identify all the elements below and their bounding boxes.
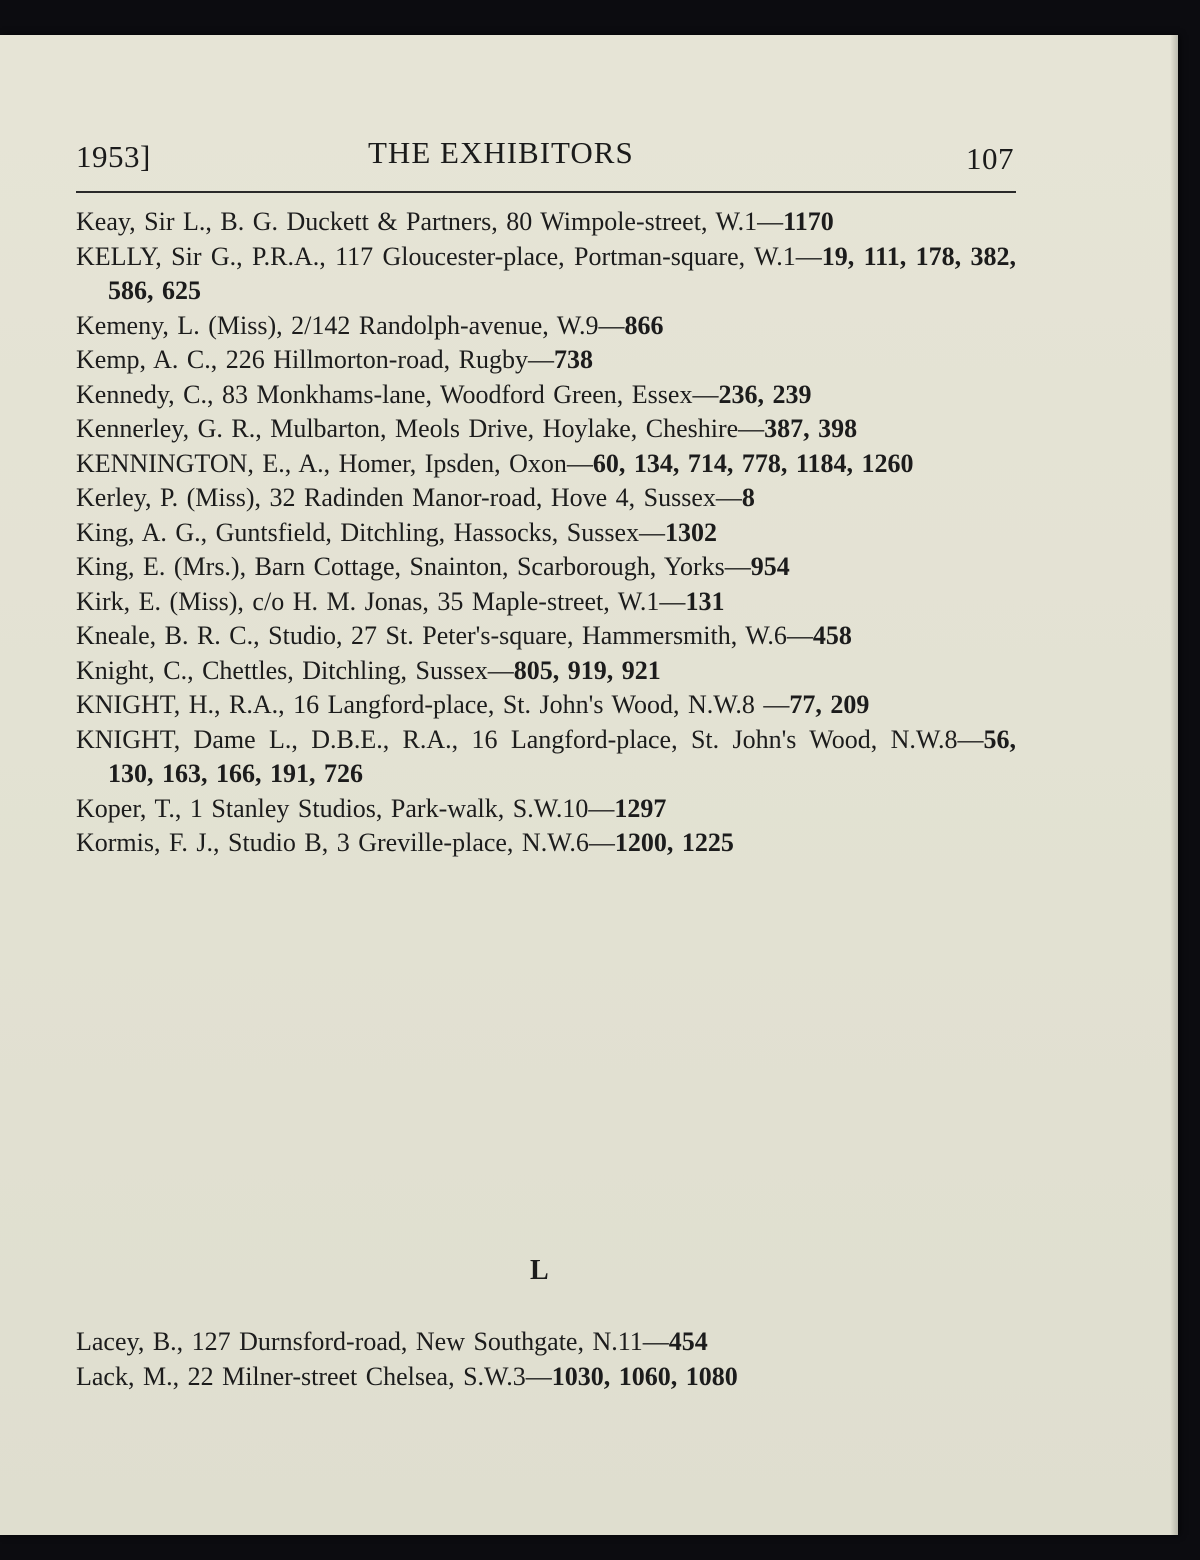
exhibitor-entry: KENNINGTON, E., A., Homer, Ipsden, Oxon—60, 134, 714, 778, 1184, 1260 <box>76 448 914 478</box>
book-page <box>0 35 1178 1535</box>
exhibitor-entry: KELLY, Sir G., P.R.A., 117 Gloucester-place, Portman-square, W.1—19, 111, 178, 382, 586, 625 <box>76 241 1016 305</box>
exhibitor-entry: Kennerley, G. R., Mulbarton, Meols Drive, Hoylake, Cheshire—387, 398 <box>76 414 858 443</box>
exhibitor-entry: Kerley, P. (Miss), 32 Radinden Manor-road, Hove 4, Sussex—8 <box>76 483 755 512</box>
running-head <box>76 135 1016 185</box>
exhibitor-entry: King, E. (Mrs.), Barn Cottage, Snainton, Scarborough, Yorks—954 <box>76 552 790 581</box>
section-letter: L <box>530 1255 549 1286</box>
exhibitor-entry: Kennedy, C., 83 Monkhams-lane, Woodford Green, Essex—236, 239 <box>76 379 812 409</box>
exhibitor-entry: King, A. G., Guntsfield, Ditchling, Hassocks, Sussex—1302 <box>76 517 718 547</box>
header-rule <box>76 191 1016 193</box>
exhibitor-entry: Kormis, F. J., Studio B, 3 Greville-place, N.W.6—1200, 1225 <box>76 828 734 857</box>
exhibitor-entry: Koper, T., 1 Stanley Studios, Park-walk, S.W.10—1297 <box>76 793 667 823</box>
page-title: THE EXHIBITORS <box>368 135 634 170</box>
exhibitor-entry: Kemp, A. C., 226 Hillmorton-road, Rugby—738 <box>76 345 593 374</box>
exhibitor-entry: Kemeny, L. (Miss), 2/142 Randolph-avenue, W.9—866 <box>76 310 664 340</box>
exhibitor-entry: Kirk, E. (Miss), c/o H. M. Jonas, 35 Maple-street, W.1—131 <box>76 586 725 616</box>
exhibitor-entry: Keay, Sir L., B. G. Duckett & Partners, 80 Wimpole-street, W.1—1170 <box>76 207 834 236</box>
exhibitor-entry: Knight, C., Chettles, Ditchling, Sussex—805, 919, 921 <box>76 655 661 685</box>
exhibitor-entry: KNIGHT, Dame L., D.B.E., R.A., 16 Langford-place, St. John's Wood, N.W.8—56, 130, 163, 166, 191, 726 <box>76 724 1016 788</box>
exhibitor-entry: Lacey, B., 127 Durnsford-road, New Southgate, N.11—454 <box>76 1327 708 1356</box>
exhibitor-entry: Lack, M., 22 Milner-street Chelsea, S.W.3—1030, 1060, 1080 <box>76 1361 738 1391</box>
exhibitor-entry: Kneale, B. R. C., Studio, 27 St. Peter's-square, Hammersmith, W.6—458 <box>76 621 852 650</box>
exhibitor-list-l <box>76 1325 1016 1394</box>
exhibitor-entry: KNIGHT, H., R.A., 16 Langford-place, St. John's Wood, N.W.8 —77, 209 <box>76 690 870 719</box>
header-year: 1953] <box>76 139 151 174</box>
exhibitor-list-k <box>76 205 1016 861</box>
page-number: 107 <box>966 141 1014 176</box>
